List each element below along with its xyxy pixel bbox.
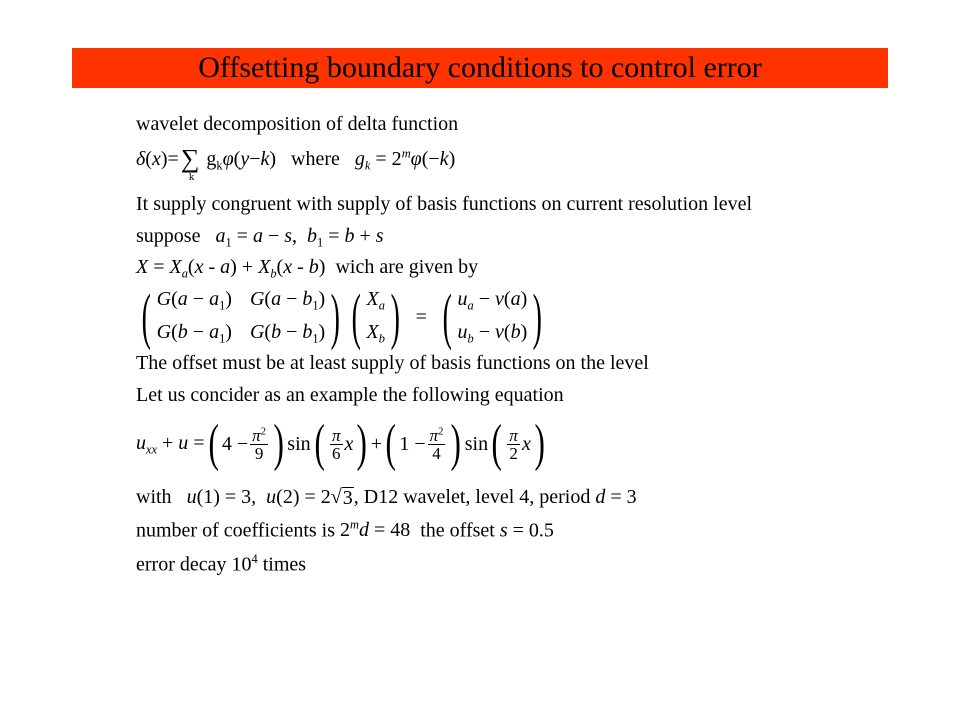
fraction-pi2-4: $\frac{\pi^2}{4}$ — [429, 425, 444, 463]
line-offset-supply: The offset must be at least supply of basis functions on the level — [136, 352, 649, 374]
sum-term: $g_k\varphi(y-k)$ — [206, 148, 277, 173]
line-x-definition — [136, 257, 478, 280]
coefficients-text: number of coefficients is — [136, 519, 336, 542]
delta-lhs: δ(x)= — [136, 148, 179, 170]
vector-x — [367, 288, 385, 347]
sin-1: sin — [287, 433, 311, 455]
suppose-math: $a_1 = a - s$, $b_1 = b + s$ — [215, 225, 384, 250]
line-boundary-conditions — [136, 487, 637, 508]
matrix-r2c1: $G(b - a_1)$ — [156, 321, 232, 346]
matrix-col-1 — [157, 288, 232, 347]
line-suppose — [136, 226, 384, 249]
offset-text: the offset — [420, 519, 495, 542]
offset-value: s = 0.5 — [499, 519, 554, 542]
line-error-decay: error decay $10^4$ times — [136, 552, 307, 576]
vector-xa: $X_a$ — [366, 287, 385, 312]
matrix-r1c1: $G(a - a_1)$ — [156, 287, 232, 312]
period-d: d = 3 — [595, 486, 637, 508]
given-by-text: wich are given by — [335, 256, 479, 278]
fraction-pi2-9: $\frac{\pi^2}{9}$ — [252, 425, 266, 463]
coefficients-math: $2^md = 48$ — [340, 518, 411, 542]
wavelet-info: , D12 wavelet, level 4, period — [353, 486, 591, 508]
line-supply-congruent: It supply congruent with supply of basis functions on current resolution level — [136, 193, 753, 215]
vector-xb: $X_b$ — [366, 321, 385, 346]
line-coefficients — [136, 519, 554, 540]
suppose-word: suppose — [136, 225, 201, 247]
fraction-pi-6: $\frac{\pi}{6}$ — [331, 425, 341, 463]
line-wavelet-decomposition: wavelet decomposition of delta function — [136, 113, 459, 135]
title-banner — [72, 48, 888, 88]
matrix-equals: = — [415, 305, 427, 328]
term-one: 1 − — [399, 433, 426, 455]
vector-rhs — [458, 288, 528, 347]
gk-definition: $g_k = 2^m\varphi(-k)$ — [354, 146, 456, 173]
matrix-r2c2: $G(b - b_1)$ — [249, 321, 326, 346]
line-example-equation: Let us concider as an example the following equation — [136, 384, 564, 406]
plus-sign: + — [370, 433, 382, 455]
rhs-row-2: $u_b - v(b)$ — [457, 321, 528, 346]
term-four: 4 − — [221, 433, 249, 455]
error-decay-text: error decay — [136, 553, 227, 576]
ode-lhs: $u_{xx} + u$ = — [136, 431, 205, 456]
where-word: where — [291, 148, 340, 170]
times-word: times — [262, 553, 307, 576]
fraction-pi-2: $\frac{\pi}{2}$ — [509, 425, 518, 463]
sum-index: k — [188, 171, 195, 183]
matrix-r1c2: $G(a - b_1)$ — [249, 287, 326, 312]
bc-math: u(1) = 3, u(2) = 2 — [186, 486, 331, 508]
slide-title: Offsetting boundary conditions to control error — [198, 51, 762, 84]
x-definition-math: $X = X_a(x - a) + X_b(x - b)$ — [136, 256, 326, 281]
line-delta-equation — [136, 144, 456, 183]
sum-symbol: ∑ k — [180, 144, 200, 183]
line-differential-equation: $u_{xx} + u$ = ( 4 − $\frac{\pi^2}{9}$ ) sin ( $\frac{\pi}{6}$ x ) + ( 1 − $\frac{\pi^2}{4}$ ) sin ( $\frac{\pi}{2}$ x ) — [136, 415, 545, 472]
matrix-col-2 — [250, 288, 325, 347]
rhs-row-1: $u_a - v(a)$ — [457, 287, 528, 312]
sqrt-three: √ 3 — [330, 486, 353, 509]
matrix-equation: ( $G(a - a_1)$ $G(b - a_1)$ $G(a - b_1)$ $G(b - b_1)$ ) ( $X_a$ $X_b$ ) = ( $u_a - v(a)$ $u_b - v(b)$ ) — [141, 283, 543, 351]
sin-2: sin — [464, 433, 489, 455]
with-word: with — [136, 486, 172, 508]
